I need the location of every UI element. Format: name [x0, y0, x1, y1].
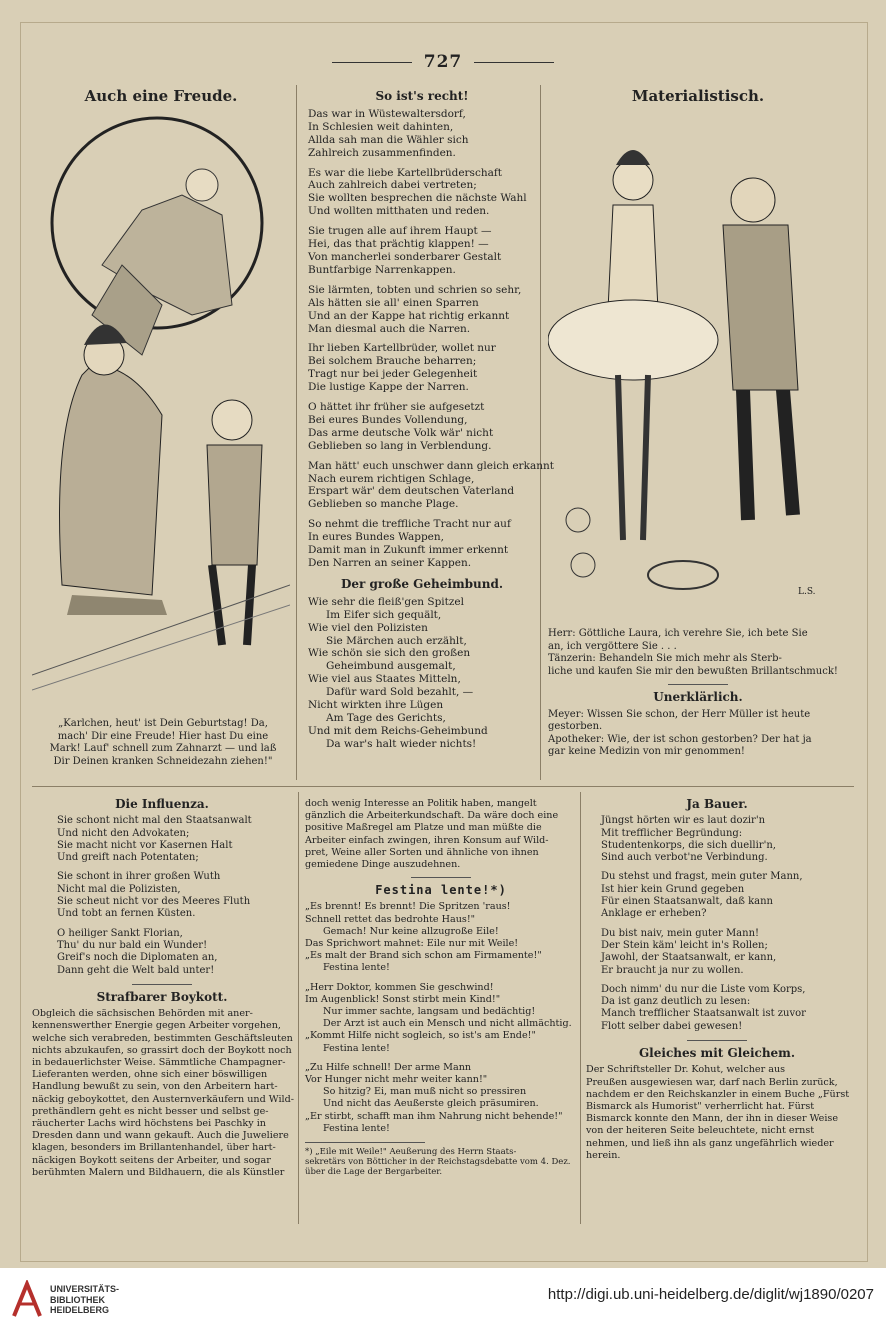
poem-line: Und nicht das Aeußerste gleich präsumiren.: [323, 1098, 539, 1110]
poem-line: Das arme deutsche Volk wär' nicht: [308, 426, 494, 439]
poem-line: Wie schön sie sich den großen: [308, 647, 471, 660]
poem-line: Wie viel aus Staates Mitteln,: [308, 673, 461, 686]
poem-line: Festina lente!: [323, 1042, 390, 1054]
column-rule: [540, 85, 541, 780]
cartoon-caption: [548, 628, 848, 759]
poem-line: Und an der Kappe hat richtig erkannt: [308, 309, 510, 322]
poem-line: „Kommt Hilfe nicht sogleich, so ist's am Ende!": [305, 1030, 536, 1042]
poem-line: Es war die liebe Kartellbrüderschaft: [308, 166, 502, 179]
text-line: Dresden dann und wann gekauft. Auch die Juweliere: [32, 1130, 289, 1142]
poem-line: Von mancherlei sonderbarer Gestalt: [308, 250, 502, 263]
column-rule: [580, 792, 581, 1224]
poem-line: Auch zahlreich dabei vertreten;: [308, 179, 477, 192]
poem-stanza: [308, 459, 554, 512]
poem-stanza: [308, 225, 536, 277]
caption-line: liche und kaufen Sie mir den bewußten Brillantschmuck!: [548, 665, 838, 677]
text-line: Bismarck konnte den Mann, der ihn in dieser Weise: [586, 1113, 839, 1125]
cartoon-title: Auch eine Freude.: [84, 87, 238, 105]
article-body: [32, 1008, 295, 1179]
text-line: Lieferanten werden, ohne sich einer böswilligen: [32, 1069, 268, 1081]
poem-stanza: [308, 108, 536, 160]
library-name-line: HEIDELBERG: [50, 1305, 110, 1315]
article-continuation: [305, 798, 577, 871]
poem-line: Du stehst und fragst, mein guter Mann,: [601, 871, 803, 883]
footnote-line: *) „Eile mit Weile!" Aeußerung des Herrn Staats-: [305, 1147, 517, 1158]
poem-stanza: [308, 518, 536, 570]
text-line: kennenswerther Energie gegen Arbeiter vorgehen,: [32, 1020, 281, 1032]
text-line: positive Maßregel am Platze und man müßte die: [305, 822, 542, 834]
poem-line: Erspart wär' dem deutschen Vaterland: [308, 485, 515, 498]
section-ja-bauer: [586, 798, 848, 1162]
poem-line: So nehmt die treffliche Tracht nur auf: [308, 518, 511, 531]
poem-line: Jawohl, der Staatsanwalt, er kann,: [601, 952, 777, 964]
poem-line: Man diesmal auch die Narren.: [308, 322, 471, 335]
poem-line: Zahlreich zusammenfinden.: [308, 146, 456, 159]
text-line: prethändlern geht es nicht besser und selbst ge-: [32, 1105, 269, 1117]
poem-line: Gemach! Nur keine allzugroße Eile!: [323, 925, 499, 937]
page-number: 727: [0, 52, 886, 72]
poem-line: Nicht mal die Polizisten,: [57, 883, 181, 895]
text-line: Handlung bewußt zu sein, von den Arbeitern hart-: [32, 1081, 278, 1093]
column-rule: [296, 85, 297, 780]
poem-line: Wie viel den Polizisten: [308, 621, 428, 634]
poem-line: Ihr lieben Kartellbrüder, wollet nur: [308, 342, 496, 355]
poem-line: Im Eifer sich gequält,: [326, 608, 442, 621]
text-line: Obgleich die sächsischen Behörden mit aner-: [32, 1008, 253, 1020]
poem-line: Festina lente!: [323, 1122, 390, 1134]
poem-title: [305, 884, 577, 896]
poem-line: O hättet ihr früher sie aufgesetzt: [308, 401, 485, 414]
poem-line: Sie lärmten, tobten und schrien so sehr,: [308, 283, 522, 296]
caption-line: an, ich vergöttere Sie . . .: [548, 640, 677, 652]
section-rule: [32, 786, 854, 787]
poem-line: Als hätten sie all' einen Sparren: [308, 296, 479, 309]
cartoon-illustration-dancer: [548, 120, 848, 615]
poem-line: Dafür ward Sold bezahlt, —: [326, 686, 474, 699]
poem-line: Der Arzt ist auch ein Mensch und nicht allmächtig.: [323, 1018, 572, 1030]
poem-line: Jüngst hörten wir es laut dozir'n: [601, 815, 766, 827]
text-line: in bedauerlichster Weise. Sämmtliche Champagner-: [32, 1056, 286, 1068]
poem-line: In eures Bundes Wappen,: [308, 531, 444, 544]
poem-stanza: [305, 1062, 577, 1135]
text-line: nachdem er den Reichskanzler in einem Buche „Fürst: [586, 1088, 850, 1100]
poem-line: Damit man in Zukunft immer erkennt: [308, 544, 509, 557]
divider: [687, 1040, 747, 1041]
footnote-line: sekretärs von Bötticher in der Reichstagsdebatte vom 4. Dez.: [305, 1157, 571, 1168]
caption-line: Dir Deinen kranken Schneidezahn ziehen!": [53, 755, 273, 767]
poem-line: Mit trefflicher Begründung:: [601, 827, 743, 839]
text-line: pret, Weine aller Sorten und ähnliche von ihnen: [305, 846, 539, 858]
permalink[interactable]: http://digi.ub.uni-heidelberg.de/diglit/wj1890/0207: [547, 1286, 874, 1303]
poem-stanza: [308, 342, 536, 394]
poem-stanza: [308, 167, 536, 219]
article-title: Gleiches mit Gleichem.: [638, 1046, 796, 1061]
poem-line: Das war in Wüstewaltersdorf,: [308, 107, 466, 120]
poem-title-text: Festina lente!: [375, 883, 491, 898]
cartoon-title: Materialistisch.: [631, 87, 765, 105]
poem-stanza: [308, 596, 536, 751]
caption-line: Mark! Lauf' schnell zum Zahnarzt — und laß: [49, 743, 277, 754]
poem-line: Nur immer sachte, langsam und bedächtig!: [323, 1006, 536, 1018]
poem-line: Sie trugen alle auf ihrem Haupt —: [308, 225, 492, 238]
cartoon-illustration-dentist: [32, 115, 290, 705]
poem-line: Im Augenblick! Sonst stirbt mein Kind!": [305, 993, 501, 1005]
library-footer: [0, 1268, 886, 1331]
poem-line: Und mit dem Reichs-Geheimbund: [308, 724, 488, 737]
poem-stanza: [586, 871, 848, 920]
poem-line: Er braucht ja nur zu wollen.: [601, 964, 744, 976]
poem-line: Sie schont in ihrer großen Wuth: [57, 871, 221, 883]
poem-stanza: [32, 815, 292, 864]
poem-line: Man hätt' euch unschwer dann gleich erkannt: [308, 459, 554, 472]
poem-line: Sie macht nicht vor Kasernen Halt: [57, 839, 233, 851]
poem-line: Flott selber dabei gewesen!: [601, 1020, 743, 1032]
text-line: welche sich verabreden, bestimmten Geschäftsleuten: [32, 1032, 293, 1044]
poem-line: Sie scheut nicht vor des Meeres Fluth: [57, 896, 251, 908]
library-name-line: BIBLIOTHEK: [50, 1294, 105, 1305]
poem-line: Und greift nach Potentaten;: [57, 852, 199, 864]
poem-line: Ist hier kein Grund gegeben: [601, 883, 745, 895]
poem-line: Sie Märchen auch erzählt,: [326, 634, 467, 647]
poem-line: Und nicht den Advokaten;: [57, 827, 190, 839]
poem-line: Geblieben so manche Plage.: [308, 498, 459, 511]
poem-stanza: [308, 401, 536, 453]
poem-title: Der große Geheimbund.: [340, 576, 504, 591]
poem-line: Sie schont nicht mal den Staatsanwalt: [57, 815, 252, 827]
poem-line: „Es brennt! Es brennt! Die Spritzen 'raus!: [305, 901, 511, 913]
poem-stanza: [586, 815, 848, 864]
text-line: Arbeiter einfach zwingen, ihren Konsum auf Wild-: [305, 834, 549, 846]
poem-line: Am Tage des Gerichts,: [326, 711, 446, 724]
divider: [132, 984, 192, 985]
poem-line: Dann geht die Welt bald unter!: [57, 964, 215, 976]
poem-line: „Herr Doktor, kommen Sie geschwind!: [305, 981, 494, 993]
poem-line: Und tobt an fernen Küsten.: [57, 908, 196, 920]
poem-line: Bei eures Bundes Vollendung,: [308, 413, 468, 426]
poem-line: Hei, das that prächtig klappen! —: [308, 238, 489, 251]
poem-line: Du bist naiv, mein guter Mann!: [601, 927, 760, 939]
poem-stanza: [586, 984, 848, 1033]
joke-title: Unerklärlich.: [653, 690, 743, 704]
text-line: näckigen Boykott seitens der Arbeiter, und sogar: [32, 1154, 271, 1166]
text-line: Preußen ausgewiesen war, darf nach Berlin zurück,: [586, 1076, 838, 1088]
poem-stanza: [586, 928, 848, 977]
poem-line: Buntfarbige Narrenkappen.: [308, 263, 456, 276]
poem-line: O heiliger Sankt Florian,: [57, 927, 183, 939]
text-line: von der heiteren Seite beleuchtete, nicht ernst: [586, 1125, 815, 1137]
poem-line: Geheimbund ausgemalt,: [326, 660, 456, 673]
poem-line: „Er stirbt, schafft man ihm Nahrung nicht behende!": [305, 1110, 563, 1122]
poem-line: In Schlesien weit dahinten,: [308, 120, 454, 133]
joke-line: Meyer: Wissen Sie schon, der Herr Müller ist heute: [548, 708, 811, 720]
footnote: [305, 1147, 577, 1177]
poem-line: Manch trefflicher Staatsanwalt ist zuvor: [601, 1008, 806, 1020]
column-rule: [298, 792, 299, 1224]
text-line: räucherter Lachs wird höchstens bei Paschky in: [32, 1117, 266, 1129]
poem-stanza: [308, 284, 536, 336]
footnote-rule: [305, 1142, 425, 1143]
poem-line: Das Sprichwort mahnet: Eile nur mit Weile!: [305, 938, 519, 950]
poem-line: So hitzig? Ei, man muß nicht so pressiren: [323, 1086, 527, 1098]
text-line: gänzlich die Arbeiterkundschaft. Da wäre doch eine: [305, 810, 559, 822]
artist-signature: L.S.: [798, 587, 816, 597]
poem-line: Nach eurem richtigen Schlage,: [308, 472, 475, 485]
text-line: klagen, besonders im Brillantenhandel, über hart-: [32, 1142, 276, 1154]
joke-line: gestorben.: [548, 721, 603, 732]
article-body: [586, 1064, 848, 1162]
divider: [411, 877, 471, 878]
text-line: herein.: [586, 1149, 621, 1161]
poem-stanza: [305, 982, 577, 1055]
poem-line: Greif's noch die Diplomaten an,: [57, 952, 218, 964]
poem-line: Da ist ganz deutlich zu lesen:: [601, 996, 751, 1008]
cartoon-caption: [32, 718, 294, 768]
poem-line: „Es malt der Brand sich schon am Firmamente!": [305, 950, 542, 962]
poem-title: Die Influenza.: [115, 797, 209, 811]
poem-stanza: [32, 928, 292, 977]
text-line: doch wenig Interesse an Politik haben, mangelt: [305, 798, 537, 809]
poem-line: Sind auch verbot'ne Verbindung.: [601, 852, 768, 864]
library-name-line: UNIVERSITÄTS-: [50, 1284, 120, 1294]
caption-line: Tänzerin: Behandeln Sie mich mehr als Sterb-: [548, 653, 782, 664]
poem-title: So ist's recht!: [375, 89, 469, 103]
poem-line: Da war's halt wieder nichts!: [326, 737, 477, 750]
poem-line: Die lustige Kappe der Narren.: [308, 381, 469, 394]
text-line: gemiedene Dinge auszudehnen.: [305, 859, 461, 871]
column-middle: [308, 89, 554, 758]
text-line: Der Schriftsteller Dr. Kohut, welcher aus: [586, 1064, 786, 1076]
poem-line: Festina lente!: [323, 962, 390, 974]
poem-line: Schnell rettet das bedrohte Haus!": [305, 913, 476, 925]
poem-stanza: [32, 871, 292, 920]
footnote-line: über die Lage der Bergarbeiter.: [305, 1167, 443, 1178]
poem-line: Geblieben so lang in Verblendung.: [308, 439, 492, 452]
column-left: [30, 87, 292, 109]
text-line: nehmen, und ließ ihn als ganz ungefährlich wieder: [586, 1137, 834, 1149]
poem-line: Wie sehr die fleiß'gen Spitzel: [308, 595, 464, 608]
poem-line: Und wollten mitthaten und reden.: [308, 205, 490, 218]
caption-line: „Karlchen, heut' ist Dein Geburtstag! Da,: [58, 718, 268, 729]
text-line: nichts abzukaufen, so grassirt doch der Boykott noch: [32, 1044, 292, 1056]
poem-line: Thu' du nur bald ein Wunder!: [57, 939, 208, 951]
text-line: näckig geboykottet, den Austernverkäufern und Wild-: [32, 1093, 295, 1105]
poem-line: Doch nimm' du nur die Liste vom Korps,: [601, 983, 806, 995]
joke-line: Apotheker: Wie, der ist schon gestorben? Der hat ja: [548, 733, 812, 745]
library-name: [50, 1284, 119, 1316]
article-title: Strafbarer Boykott.: [96, 989, 228, 1004]
divider: [668, 684, 728, 685]
caption-line: mach' Dir eine Freude! Hier hast Du eine: [57, 730, 269, 742]
poem-line: Allda sah man die Wähler sich: [308, 133, 469, 146]
poem-line: Der Stein käm' leicht in's Rollen;: [601, 939, 768, 951]
column-right: [548, 87, 848, 109]
text-line: berühmten Malern und Bildhauern, die als Künstler: [32, 1166, 285, 1178]
poem-line: Tragt nur bei jeder Gelegenheit: [308, 368, 478, 381]
poem-line: Anklage er erheben?: [601, 908, 707, 920]
section-festina-lente: [305, 798, 577, 1177]
poem-line: Nicht wirkten ihre Lügen: [308, 699, 444, 712]
poem-line: Für einen Staatsanwalt, daß kann: [601, 896, 773, 908]
text-line: Bismarck als Humorist" verherrlicht hat. Fürst: [586, 1100, 815, 1112]
footnote-mark: *): [490, 883, 507, 898]
poem-line: Studentenkorps, die sich duellir'n,: [601, 839, 776, 851]
caption-line: Herr: Göttliche Laura, ich verehre Sie, ich bete Sie: [548, 628, 808, 639]
poem-stanza: [305, 901, 577, 974]
poem-title: Ja Bauer.: [686, 797, 748, 811]
poem-line: Sie wollten besprechen die nächste Wahl: [308, 192, 527, 205]
poem-line: Vor Hunger nicht mehr weiter kann!": [305, 1074, 488, 1086]
section-influenza: [32, 797, 295, 1179]
poem-line: „Zu Hilfe schnell! Der arme Mann: [305, 1061, 472, 1073]
poem-line: Bei solchem Brauche beharren;: [308, 355, 477, 368]
library-logo-icon: [12, 1280, 42, 1318]
joke-line: gar keine Medizin von mir genommen!: [548, 746, 745, 757]
poem-line: Den Narren an seiner Kappen.: [308, 557, 472, 569]
